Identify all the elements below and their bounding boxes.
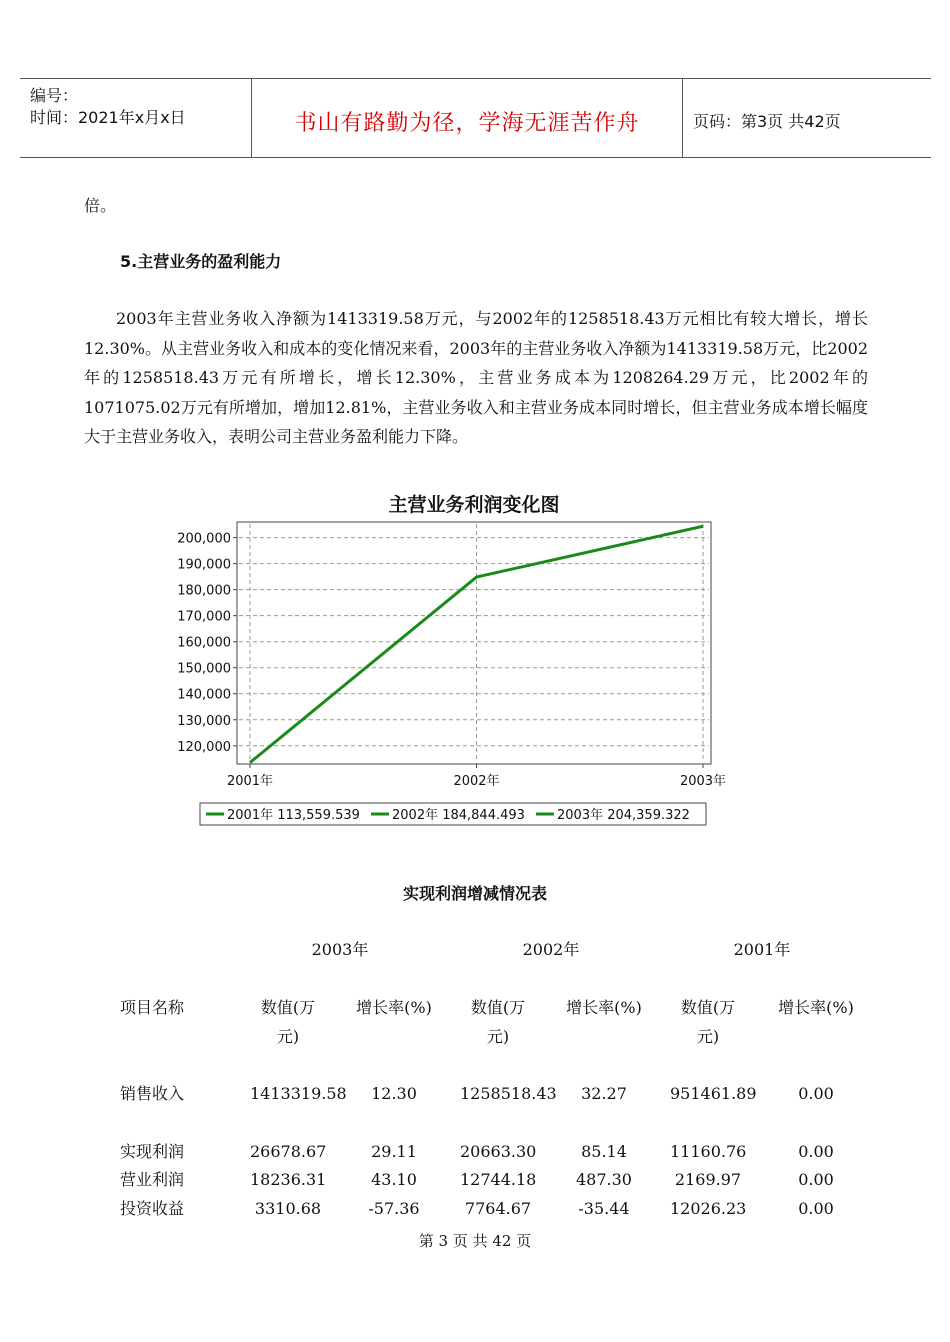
page-footer: 第 3 页 共 42 页 [418,1232,532,1250]
table-cell: 0.00 [798,1170,834,1189]
table-cell: 85.14 [581,1142,627,1161]
table-cell: 487.30 [576,1170,632,1189]
table-cell: 43.10 [371,1170,417,1189]
y-tick-label: 160,000 [177,635,231,651]
chart-title: 主营业务利润变化图 [388,494,560,516]
table-row-label: 投资收益 [120,1199,185,1218]
y-tick-label: 200,000 [177,531,231,547]
table-cell: 26678.67 [250,1142,327,1161]
table-column-header: 数值(万元) [470,998,526,1046]
table-cell: 12.30 [371,1084,417,1103]
x-tick-label: 2003年 [679,774,727,789]
header-number-label: 编号： [30,86,79,105]
table-column-header: 数值(万元) [680,998,736,1046]
table-cell: -57.36 [368,1199,420,1218]
table-column-header: 增长率(%) [778,998,854,1017]
table-cell: 3310.68 [254,1199,322,1218]
table-title: 实现利润增减情况表 [402,884,547,903]
x-tick-label: 2002年 [453,774,500,789]
table-cell: 18236.31 [250,1170,327,1189]
y-tick-label: 130,000 [177,713,231,729]
table-cell: 1258518.43 [460,1084,557,1103]
table-cell: 29.11 [371,1142,417,1161]
table-cell: 2169.97 [674,1170,742,1189]
table-cell: 12744.18 [460,1170,537,1189]
header-page-label: 页码：第3页 共42页 [693,112,841,131]
table-cell: 32.27 [581,1084,627,1103]
legend-entry: 2002年 184,844.493 [392,808,525,823]
table-cell: 12026.23 [670,1199,747,1218]
y-tick-label: 120,000 [177,739,231,755]
table-cell: -35.44 [578,1199,630,1218]
header-motto: 书山有路勤为径，学海无涯苦作舟 [294,111,640,136]
table-year-header: 2003年 [311,940,369,959]
table-year-header: 2002年 [522,940,580,959]
table-cell: 1413319.58 [250,1084,347,1103]
body-paragraph: 2003年主营业务收入净额为1413319.58万元，与2002年的1258518.43万元相比有较大增长，增长12.30%。从主营业务收入和成本的变化情况来看，2003年的主营业务收入净额为1413319.58万元，比2002年的1258518.43万元有所增长，增长12.30%，主营业务成本为1208264.29万元，比2002年的1071075.02万元有所增加，增加12.81%，主营业务收入和主营业务成本同时增长，但主营业务成本增长幅度大于主营业务收入，表明公司主营业务盈利能力下降。 [84,309,868,447]
x-tick-label: 2001年 [226,774,274,789]
header-time-label: 时间：2021年x月x日 [30,108,186,127]
table-column-header: 项目名称 [120,998,185,1017]
table-row-label: 营业利润 [120,1170,185,1189]
y-tick-label: 140,000 [177,687,231,703]
table-column-header: 增长率(%) [566,998,642,1017]
table-year-header: 2001年 [733,940,791,959]
continuation-text: 倍。 [84,196,117,215]
table-cell: 0.00 [798,1084,834,1103]
table-cell: 0.00 [798,1142,834,1161]
y-tick-label: 190,000 [177,557,231,573]
plot-area-frame [237,522,711,764]
table-row-label: 实现利润 [120,1142,185,1161]
y-tick-label: 170,000 [177,609,231,625]
y-tick-label: 150,000 [177,661,231,677]
legend-entry: 2003年 204,359.322 [557,808,690,823]
y-tick-label: 180,000 [177,583,231,599]
legend-entry: 2001年 113,559.539 [227,808,360,823]
table-column-header: 增长率(%) [356,998,432,1017]
table-row-label: 销售收入 [120,1084,185,1103]
section-heading: 5.主营业务的盈利能力 [120,252,282,271]
table-cell: 951461.89 [670,1084,757,1103]
table-column-header: 数值(万元) [260,998,316,1046]
table-cell: 11160.76 [670,1142,747,1161]
table-cell: 20663.30 [460,1142,537,1161]
table-cell: 0.00 [798,1199,834,1218]
table-cell: 7764.67 [464,1199,532,1218]
